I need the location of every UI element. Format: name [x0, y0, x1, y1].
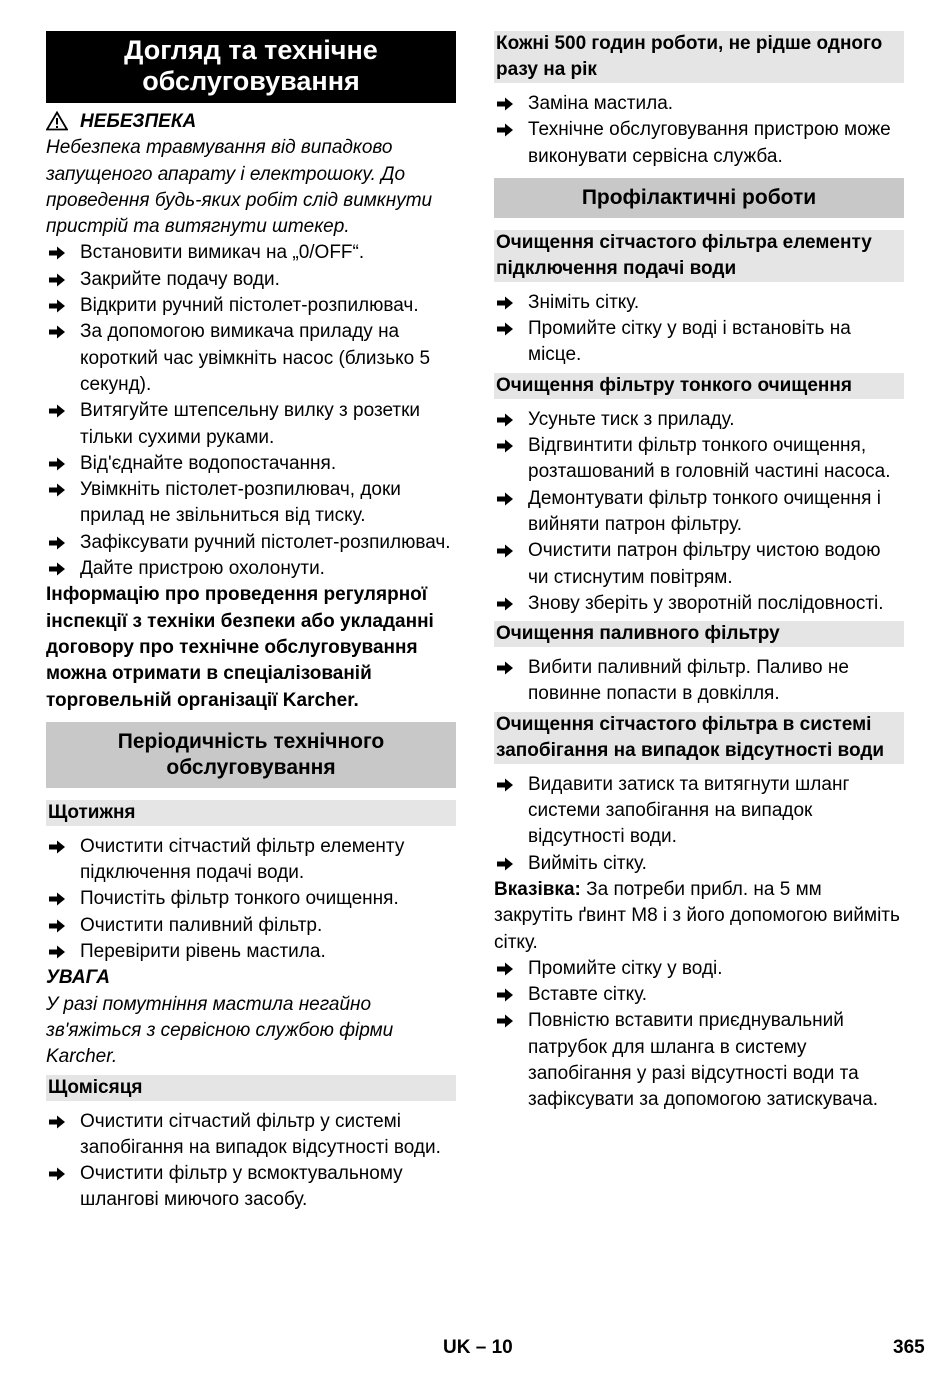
list-item-text: Заміна мастила.	[528, 93, 674, 114]
list-item	[46, 1161, 456, 1214]
list-item-text: Відкрити ручний пістолет-розпилювач.	[80, 295, 419, 317]
weekly-heading: Щотижня	[46, 800, 456, 826]
attention-heading	[46, 965, 456, 991]
list-item-text: Дайте пристрою охолонути.	[80, 558, 325, 580]
list-item-text: Увімкніть пістолет-розпилювач, доки прилад не звільниться від тиску.	[80, 479, 401, 527]
list-item-text: Знову зберіть у зворотній послідовності.	[528, 592, 884, 614]
list-item	[494, 486, 904, 539]
list-item-text: За допомогою вимикача приладу на короткий час увімкніть насос (близько 5 секунд).	[80, 321, 431, 395]
arrow-right-icon	[48, 456, 66, 472]
list-item	[46, 240, 456, 266]
list-item-text: Витягуйте штепсельну вилку з розетки тільки сухими руками.	[80, 400, 421, 448]
fine-filter-heading: Очищення фільтру тонкого очищення	[494, 373, 904, 399]
arrow-right-icon	[496, 96, 514, 112]
note-label: Вказівка:	[494, 878, 581, 900]
list-item	[494, 290, 904, 316]
preparation-steps	[46, 240, 456, 582]
list-item-text: Встановити вимикач на „0/OFF“.	[80, 242, 365, 264]
arrow-right-icon	[496, 438, 514, 454]
list-item	[494, 772, 904, 851]
list-item-text: Усуньте тиск з приладу.	[528, 408, 735, 430]
list-item	[46, 267, 456, 293]
list-item	[46, 886, 456, 912]
danger-label: НЕБЕЗПЕКА	[80, 111, 197, 132]
arrow-right-icon	[48, 324, 66, 340]
list-item	[46, 398, 456, 451]
page-number: 365	[893, 1337, 925, 1358]
list-item	[494, 655, 904, 708]
arrow-right-icon	[48, 535, 66, 551]
list-item-text: Перевірити рівень мастила.	[80, 941, 326, 963]
arrow-right-icon	[496, 660, 514, 676]
note-paragraph	[494, 877, 904, 956]
danger-text: Небезпека травмування від випадково запущеного апарату і електрошоку. До проведення будь-яких робіт слід вимкнути пристрій та витягнути штекер.	[46, 137, 433, 238]
list-item	[494, 117, 904, 170]
list-item-text: Промийте сітку у воді і встановіть на місце.	[528, 318, 851, 366]
prevention-heading: Профілактичні роботи	[494, 178, 904, 218]
list-item-text: Очистити сітчастий фільтр у системі запобігання на випадок відсутності води.	[80, 1110, 441, 1158]
list-item-text: Очистити фільтр у всмоктувальному шлангові миючого засобу.	[80, 1163, 403, 1211]
arrow-right-icon	[48, 272, 66, 288]
every500-heading: Кожні 500 годин роботи, не рідше одного разу на рік	[494, 31, 904, 83]
list-item	[46, 530, 456, 556]
fuel-filter-list	[494, 655, 904, 708]
arrow-right-icon	[496, 543, 514, 559]
warning-triangle-icon	[46, 111, 68, 131]
list-item	[494, 433, 904, 486]
arrow-right-icon	[48, 482, 66, 498]
list-item-text: Демонтувати фільтр тонкого очищення і вийняти патрон фільтру.	[528, 487, 881, 535]
arrow-right-icon	[48, 918, 66, 934]
list-item	[494, 407, 904, 433]
arrow-right-icon	[48, 839, 66, 855]
every500-list	[494, 91, 904, 170]
list-item-text: Очистити патрон фільтру чистою водою чи стиснутим повітрям.	[528, 540, 881, 588]
list-item-text: Вийміть сітку.	[528, 852, 647, 874]
arrow-right-icon	[48, 298, 66, 314]
list-item	[494, 851, 904, 877]
list-item	[46, 293, 456, 319]
inspection-info: Інформацію про проведення регулярної інспекції з техніки безпеки або укладанні договору про технічне обслуговування можна отримати в спеціалізованій торговельній організації Karcher.	[46, 584, 434, 711]
list-item	[46, 1109, 456, 1162]
list-item-text: Промийте сітку у воді.	[528, 957, 723, 979]
right-column	[494, 31, 904, 1114]
fuel-filter-heading: Очищення паливного фільтру	[494, 621, 904, 647]
list-item-text: Видавити затиск та витягнути шланг системи запобігання на випадок відсутності води.	[528, 773, 850, 848]
list-item	[46, 939, 456, 965]
list-item	[46, 913, 456, 939]
list-item-text: Відгвинтити фільтр тонкого очищення, розташований в головній частині насоса.	[528, 435, 891, 483]
list-item	[46, 556, 456, 582]
list-item-text: Вставте сітку.	[528, 984, 648, 1006]
list-item	[494, 591, 904, 617]
list-item	[494, 316, 904, 369]
list-item	[46, 319, 456, 398]
mesh-nowater-heading: Очищення сітчастого фільтра в системі запобігання на випадок відсутності води	[494, 712, 904, 764]
monthly-list	[46, 1109, 456, 1214]
left-column	[46, 31, 456, 1214]
mesh-nowater-list-a	[494, 772, 904, 877]
arrow-right-icon	[48, 891, 66, 907]
arrow-right-icon	[48, 944, 66, 960]
periodicity-heading: Періодичність технічного обслуговування	[46, 722, 456, 788]
arrow-right-icon	[48, 403, 66, 419]
arrow-right-icon	[496, 987, 514, 1003]
mesh-inlet-heading: Очищення сітчастого фільтра елементу підключення подачі води	[494, 230, 904, 282]
danger-heading	[46, 109, 456, 135]
list-item-text: Очистити паливний фільтр.	[80, 914, 323, 936]
list-item-text: Від'єднайте водопостачання.	[80, 452, 337, 474]
list-item-text: Закрийте подачу води.	[80, 268, 280, 290]
list-item	[494, 982, 904, 1008]
arrow-right-icon	[496, 856, 514, 872]
list-item-text: Технічне обслуговування пристрою може виконувати сервісна служба.	[528, 119, 891, 167]
arrow-right-icon	[496, 412, 514, 428]
list-item-text: Вибити паливний фільтр. Паливо не повинне попасти в довкілля.	[528, 657, 849, 705]
arrow-right-icon	[48, 245, 66, 261]
list-item-text: Повністю вставити приєднувальний патрубок для шланга в систему запобігання у разі відсутності води та зафіксувати за допомогою затискувача.	[528, 1010, 879, 1111]
arrow-right-icon	[496, 777, 514, 793]
arrow-right-icon	[48, 1114, 66, 1130]
arrow-right-icon	[496, 491, 514, 507]
arrow-right-icon	[496, 596, 514, 612]
note-text: За потреби прибл. на 5 мм закрутіть ґвинт М8 і з його допомогою вийміть сітку.	[494, 878, 900, 953]
list-item	[494, 538, 904, 591]
arrow-right-icon	[496, 122, 514, 138]
weekly-list	[46, 834, 456, 965]
attention-text: У разі помутніння мастила негайно зв'яжіться з сервісною службою фірми Karcher.	[46, 993, 394, 1068]
list-item-text: Зафіксувати ручний пістолет-розпилювач.	[80, 531, 451, 553]
arrow-right-icon	[496, 295, 514, 311]
mesh-nowater-list-b	[494, 956, 904, 1114]
list-item	[46, 451, 456, 477]
list-item	[494, 91, 904, 117]
arrow-right-icon	[48, 561, 66, 577]
arrow-right-icon	[496, 321, 514, 337]
list-item-text: Очистити сітчастий фільтр елементу підключення подачі води.	[80, 835, 405, 884]
arrow-right-icon	[496, 1013, 514, 1029]
list-item-text: Почистіть фільтр тонкого очищення.	[80, 888, 399, 910]
footer-section: UK – 10	[443, 1337, 513, 1358]
attention-label: УВАГА	[46, 967, 111, 989]
arrow-right-icon	[48, 1166, 66, 1182]
fine-filter-list	[494, 407, 904, 617]
list-item	[46, 477, 456, 530]
arrow-right-icon	[496, 961, 514, 977]
list-item	[46, 834, 456, 887]
mesh-inlet-list	[494, 290, 904, 369]
monthly-heading: Щомісяця	[46, 1075, 456, 1101]
list-item	[494, 1008, 904, 1113]
list-item	[494, 956, 904, 982]
list-item-text: Зніміть сітку.	[528, 291, 640, 313]
section-title: Догляд та технічне обслуговування	[46, 31, 456, 103]
